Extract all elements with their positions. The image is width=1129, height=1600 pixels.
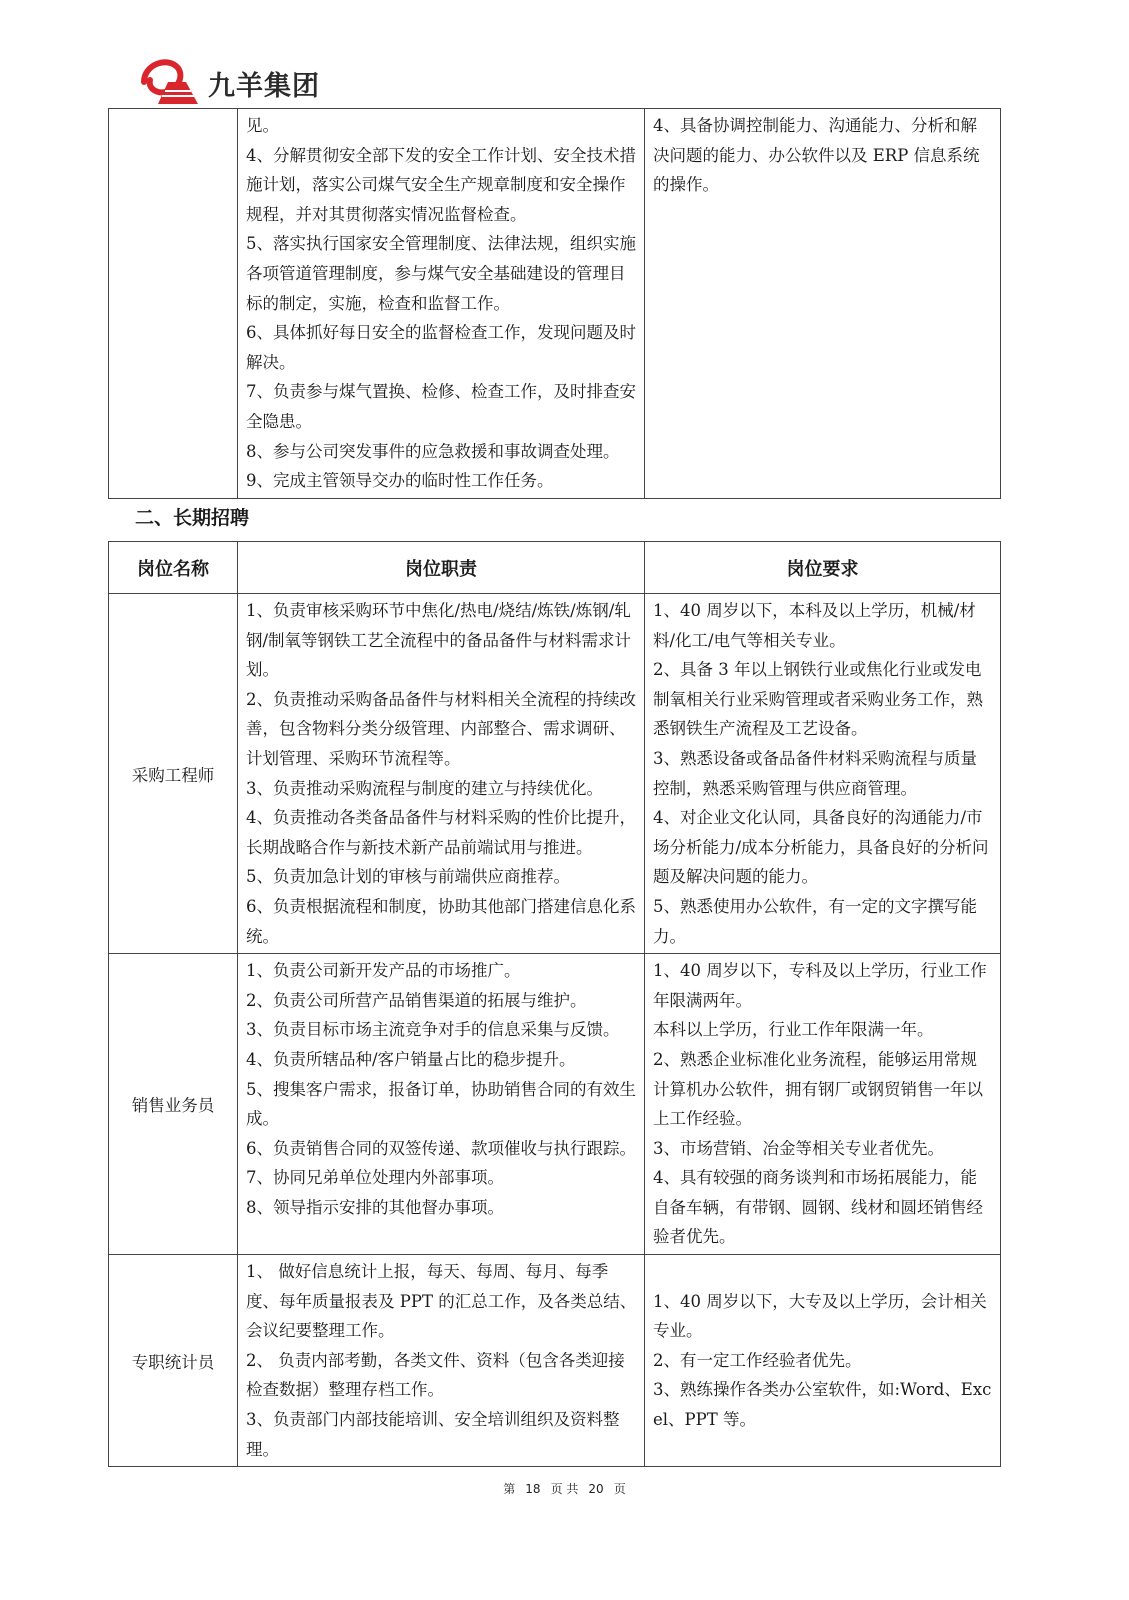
duty-item: 3、负责目标市场主流竞争对手的信息采集与反馈。 bbox=[246, 1020, 620, 1040]
duty-item: 1、 做好信息统计上报，每天、每周、每月、每季度、每年质量报表及 PPT 的汇总工作，及各类总结、会议纪要整理工作。 bbox=[246, 1262, 637, 1341]
duty-item: 1、负责公司新开发产品的市场推广。 bbox=[246, 961, 521, 981]
duty-item: 7、负责参与煤气置换、检修、检查工作，及时排查安全隐患。 bbox=[246, 382, 636, 431]
duty-item: 6、负责根据流程和制度，协助其他部门搭建信息化系统。 bbox=[246, 896, 636, 946]
requirements-cell bbox=[645, 594, 1001, 954]
duty-item: 5、搜集客户需求，报备订单，协助销售合同的有效生成。 bbox=[246, 1079, 636, 1129]
duties-cell bbox=[238, 954, 645, 1255]
table-header-row bbox=[109, 542, 1001, 594]
duty-item: 8、参与公司突发事件的应急救援和事故调查处理。 bbox=[246, 441, 620, 461]
footer-page-number: 18 bbox=[525, 1482, 541, 1496]
duty-item: 2、负责公司所营产品销售渠道的拓展与维护。 bbox=[246, 990, 587, 1010]
footer-mid: 页 共 bbox=[550, 1482, 579, 1496]
header-duties: 岗位职责 bbox=[238, 542, 645, 594]
requirement-item: 本科以上学历，行业工作年限满一年。 bbox=[653, 1020, 934, 1040]
table-row bbox=[109, 1255, 1001, 1467]
duty-item: 3、负责部门内部技能培训、安全培训组织及资料整理。 bbox=[246, 1410, 620, 1459]
page-footer bbox=[0, 1480, 1129, 1497]
table-row bbox=[109, 109, 1001, 499]
job-name-cell: 采购工程师 bbox=[109, 594, 238, 954]
job-name-cell: 专职统计员 bbox=[109, 1255, 238, 1467]
job-name-cell: 销售业务员 bbox=[109, 954, 238, 1255]
duty-item: 8、领导指示安排的其他督办事项。 bbox=[246, 1197, 504, 1217]
header-requirements: 岗位要求 bbox=[645, 542, 1001, 594]
requirement-item: 2、有一定工作经验者优先。 bbox=[653, 1350, 862, 1370]
table-row bbox=[109, 594, 1001, 954]
duty-item: 3、负责推动采购流程与制度的建立与持续优化。 bbox=[246, 778, 603, 798]
footer-suffix: 页 bbox=[613, 1482, 626, 1496]
requirements-cell bbox=[645, 954, 1001, 1255]
duty-item: 5、负责加急计划的审核与前端供应商推荐。 bbox=[246, 867, 570, 887]
job-name-cell bbox=[109, 109, 238, 499]
requirement-item: 1、40 周岁以下，本科及以上学历，机械/材料/化工/电气等相关专业。 bbox=[653, 601, 976, 650]
duty-item: 5、落实执行国家安全管理制度、法律法规，组织实施各项管道管理制度，参与煤气安全基础建设的管理目标的制定，实施，检查和监督工作。 bbox=[246, 234, 636, 313]
requirement-item: 2、熟悉企业标准化业务流程，能够运用常规计算机办公软件，拥有钢厂或钢贸销售一年以上工作经验。 bbox=[653, 1049, 983, 1129]
header-job-name: 岗位名称 bbox=[109, 542, 238, 594]
table-row bbox=[109, 954, 1001, 1255]
duty-item: 6、具体抓好每日安全的监督检查工作，发现问题及时解决。 bbox=[246, 323, 636, 372]
duties-cell bbox=[238, 1255, 645, 1467]
duties-cell bbox=[238, 594, 645, 954]
requirement-item: 3、熟悉设备或备品备件材料采购流程与质量控制，熟悉采购管理与供应商管理。 bbox=[653, 748, 977, 798]
duty-item: 见。 bbox=[246, 116, 279, 135]
duty-item: 4、负责所辖品种/客户销量占比的稳步提升。 bbox=[246, 1049, 576, 1069]
duty-item: 9、完成主管领导交办的临时性工作任务。 bbox=[246, 471, 554, 491]
duty-item: 2、负责推动采购备品备件与材料相关全流程的持续改善，包含物料分类分级管理、内部整合、需求调研、计划管理、采购环节流程等。 bbox=[246, 689, 636, 768]
duty-item: 2、 负责内部考勤，各类文件、资料（包含各类迎接检查数据）整理存档工作。 bbox=[246, 1350, 625, 1400]
long-term-recruitment-table bbox=[108, 541, 1001, 1467]
company-logo-icon bbox=[138, 52, 204, 106]
requirement-item: 1、40 周岁以下，专科及以上学历，行业工作年限满两年。 bbox=[653, 961, 987, 1010]
requirement-item: 1、40 周岁以下，大专及以上学历，会计相关专业。 bbox=[653, 1291, 987, 1341]
requirement-item: 5、熟悉使用办公软件，有一定的文字撰写能力。 bbox=[653, 896, 977, 946]
duty-item: 1、负责审核采购环节中焦化/热电/烧结/炼铁/炼钢/轧钢/制氧等钢铁工艺全流程中的备品备件与材料需求计划。 bbox=[246, 601, 632, 680]
duty-item: 4、负责推动各类备品备件与材料采购的性价比提升，长期战略合作与新技术新产品前端试用与推进。 bbox=[246, 808, 636, 857]
duty-item: 4、分解贯彻安全部下发的安全工作计划、安全技术措施计划，落实公司煤气安全生产规章制度和安全操作规程，并对其贯彻落实情况监督检查。 bbox=[246, 145, 636, 224]
duty-item: 6、负责销售合同的双签传递、款项催收与执行跟踪。 bbox=[246, 1138, 636, 1158]
requirement-item: 2、具备 3 年以上钢铁行业或焦化行业或发电制氧相关行业采购管理或者采购业务工作，熟悉钢铁生产流程及工艺设备。 bbox=[653, 660, 983, 739]
requirement-item: 4、具有较强的商务谈判和市场拓展能力，能自备车辆，有带钢、圆钢、线材和圆坯销售经验者优先。 bbox=[653, 1168, 983, 1247]
requirements-cell bbox=[645, 109, 1001, 499]
section-title: 二、长期招聘 bbox=[135, 507, 250, 529]
footer-total-pages: 20 bbox=[588, 1482, 604, 1496]
duties-cell bbox=[238, 109, 645, 499]
requirement-item: 4、具备协调控制能力、沟通能力、分析和解决问题的能力、办公软件以及 ERP 信息系统的操作。 bbox=[653, 116, 980, 195]
requirement-item: 3、熟练操作各类办公室软件，如:Word、Excel、PPT 等。 bbox=[653, 1380, 992, 1430]
requirement-item: 3、市场营销、冶金等相关专业者优先。 bbox=[653, 1138, 944, 1158]
footer-prefix: 第 bbox=[503, 1482, 516, 1496]
requirements-cell bbox=[645, 1255, 1001, 1467]
company-name: 九羊集团 bbox=[208, 71, 320, 102]
requirement-item: 4、对企业文化认同，具备良好的沟通能力/市场分析能力/成本分析能力，具备良好的分析问题及解决问题的能力。 bbox=[653, 808, 989, 887]
continued-job-table bbox=[108, 108, 1001, 499]
page-header bbox=[138, 52, 998, 108]
duty-item: 7、协同兄弟单位处理内外部事项。 bbox=[246, 1168, 504, 1188]
